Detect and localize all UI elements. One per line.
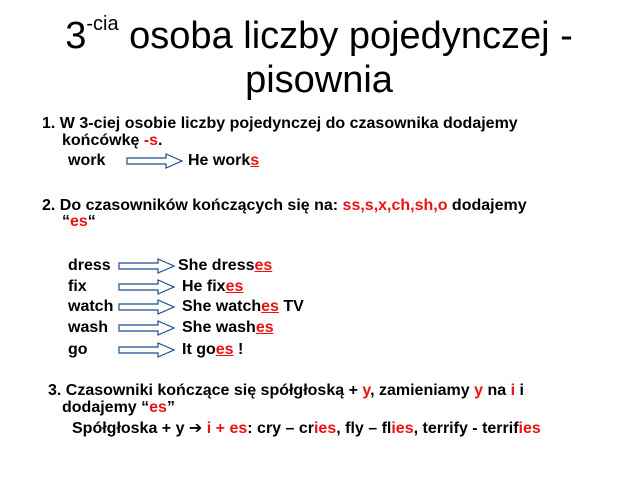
example-result: She washes [182, 319, 274, 336]
arrow-right-icon [118, 279, 176, 295]
arrow-right-icon [118, 299, 176, 315]
example-result: She dresses [178, 257, 273, 274]
example-result: He works [188, 152, 260, 169]
arrow-right-icon [118, 258, 176, 274]
suffix-s: -s [143, 132, 159, 149]
example-verb: go [68, 341, 88, 358]
rule-2-line-1: 2. Do czasowników kończących się na: ss,s,x,ch,sh,o dodajemy [42, 197, 527, 214]
rule-3-line-1: 3. Czasowniki kończące się spółgłoską + y, zamieniamy y na i i [48, 382, 524, 399]
arrow-right-icon [118, 342, 176, 358]
endings: ss,s,x,ch,sh,o [342, 197, 448, 214]
page-title: $3^{-cia}$ osoba liczby pojedynczej - pisownia [65, 13, 573, 101]
example-verb: watch [68, 298, 114, 315]
rule-2-line-2: “es“ [62, 213, 96, 230]
rule-3-example: Spółgłoska + y ➔ i + es: cry – cries, fly – flies, terrify - terrifies [72, 420, 541, 437]
example-verb: work [68, 152, 106, 169]
example-verb: fix [68, 278, 87, 295]
example-result: He fixes [182, 278, 244, 295]
arrow-right-icon [126, 153, 184, 169]
example-result: It goes ! [182, 341, 244, 358]
rule-1-line-2: końcówkę -s. [62, 132, 163, 149]
arrow-right-icon [118, 320, 176, 336]
rule-1-line-1: 1. W 3-ciej osobie liczby pojedynczej do czasownika dodajemy [42, 115, 518, 132]
example-verb: dress [68, 257, 111, 274]
rule-3-line-2: dodajemy “es” [62, 399, 175, 416]
example-result: She watches TV [182, 298, 304, 315]
example-verb: wash [68, 319, 109, 336]
